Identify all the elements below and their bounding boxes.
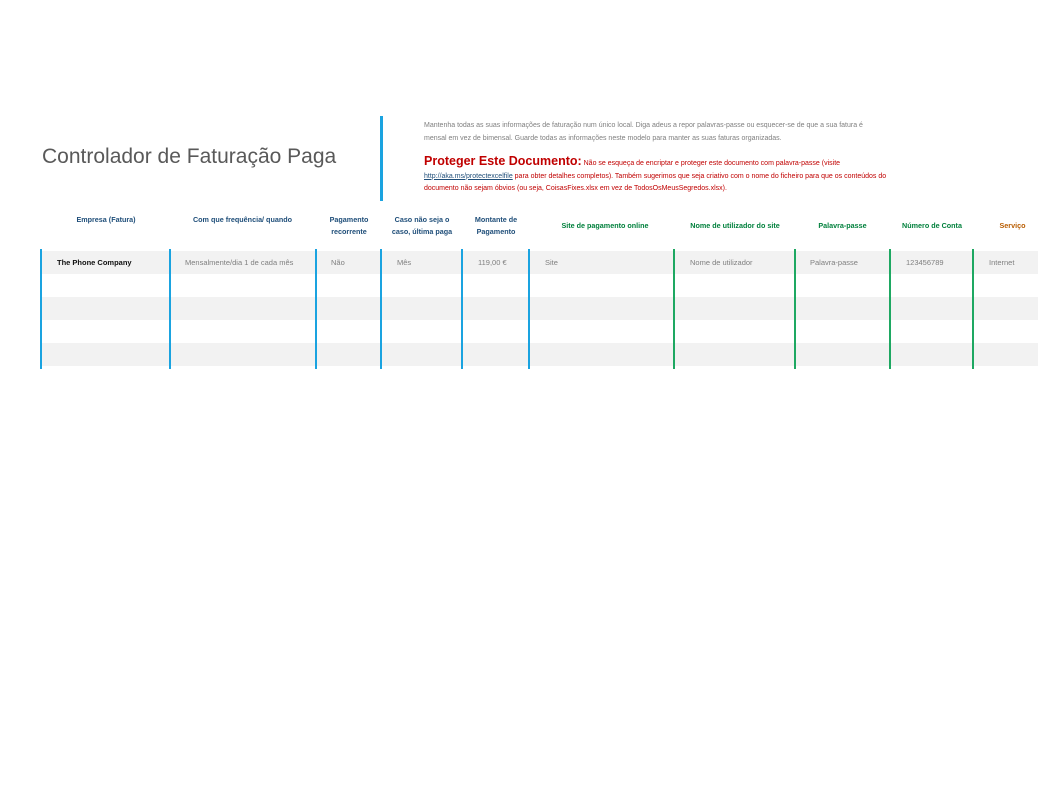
protect-link[interactable]: http://aka.ms/protectexcelfile [424, 172, 513, 180]
cell-site-username[interactable]: Nome de utilizador [690, 258, 753, 267]
cell-recurring[interactable]: Não [331, 258, 345, 267]
header-site-username[interactable]: Nome de utilizador do site [690, 221, 780, 230]
cell-last-paid[interactable]: Mês [397, 258, 412, 267]
column-border [169, 249, 171, 369]
column-border [673, 249, 675, 369]
header-password[interactable]: Palavra-passe [818, 221, 867, 230]
column-border [972, 249, 974, 369]
header-frequency[interactable]: Com que frequência/ quando [192, 215, 293, 224]
protect-text-1: Não se esqueça de encriptar e proteger este documento com palavra-passe (visite [581, 160, 841, 167]
column-border [528, 249, 530, 369]
column-border [461, 249, 463, 369]
header-account-number[interactable]: Número de Conta [902, 221, 962, 230]
protect-heading: Proteger Este Documento: [424, 154, 582, 168]
column-border [889, 249, 891, 369]
header-company[interactable]: Empresa (Fatura) [76, 215, 136, 224]
cell-frequency[interactable]: Mensalmente/dia 1 de cada mês [185, 258, 294, 267]
cell-amount[interactable]: 119,00 € [478, 258, 507, 267]
column-border [794, 249, 796, 369]
description-text: Mantenha todas as suas informações de faturação num único local. Diga adeus a repor palavras-passe ou esquecer-se de que a sua fatura é mensal em vez de bimensal. Guarde todas as informações neste modelo para manter as suas faturas organizadas. [424, 122, 863, 142]
cell-password[interactable]: Palavra-passe [810, 258, 858, 267]
column-border [40, 249, 42, 369]
header-last-paid[interactable]: Caso não seja o caso, última paga [391, 215, 453, 236]
protect-text-2: para obter detalhes completos). Também sugerimos que seja criativo com o nome do ficheiro para que os conteúdos do documento não sejam óbvios (ou seja, CoisasFixes.xlsx em vez de TodosOsMeusSegredos.xlsx). [424, 172, 887, 192]
cell-payment-site[interactable]: Site [545, 258, 558, 267]
page-title: Controlador de Faturação Paga [42, 145, 337, 168]
cell-company[interactable]: The Phone Company [57, 258, 132, 267]
header-service[interactable]: Serviço [999, 221, 1026, 230]
cell-account-number[interactable]: 123456789 [906, 258, 944, 267]
title-divider [380, 116, 383, 201]
header-recurring[interactable]: Pagamento recorrente [329, 215, 369, 236]
header-amount[interactable]: Montante de Pagamento [474, 215, 518, 236]
column-border [380, 249, 382, 369]
cell-service[interactable]: Internet [989, 258, 1015, 267]
header-payment-site[interactable]: Site de pagamento online [561, 221, 649, 230]
protect-notice [424, 155, 894, 196]
column-border [315, 249, 317, 369]
